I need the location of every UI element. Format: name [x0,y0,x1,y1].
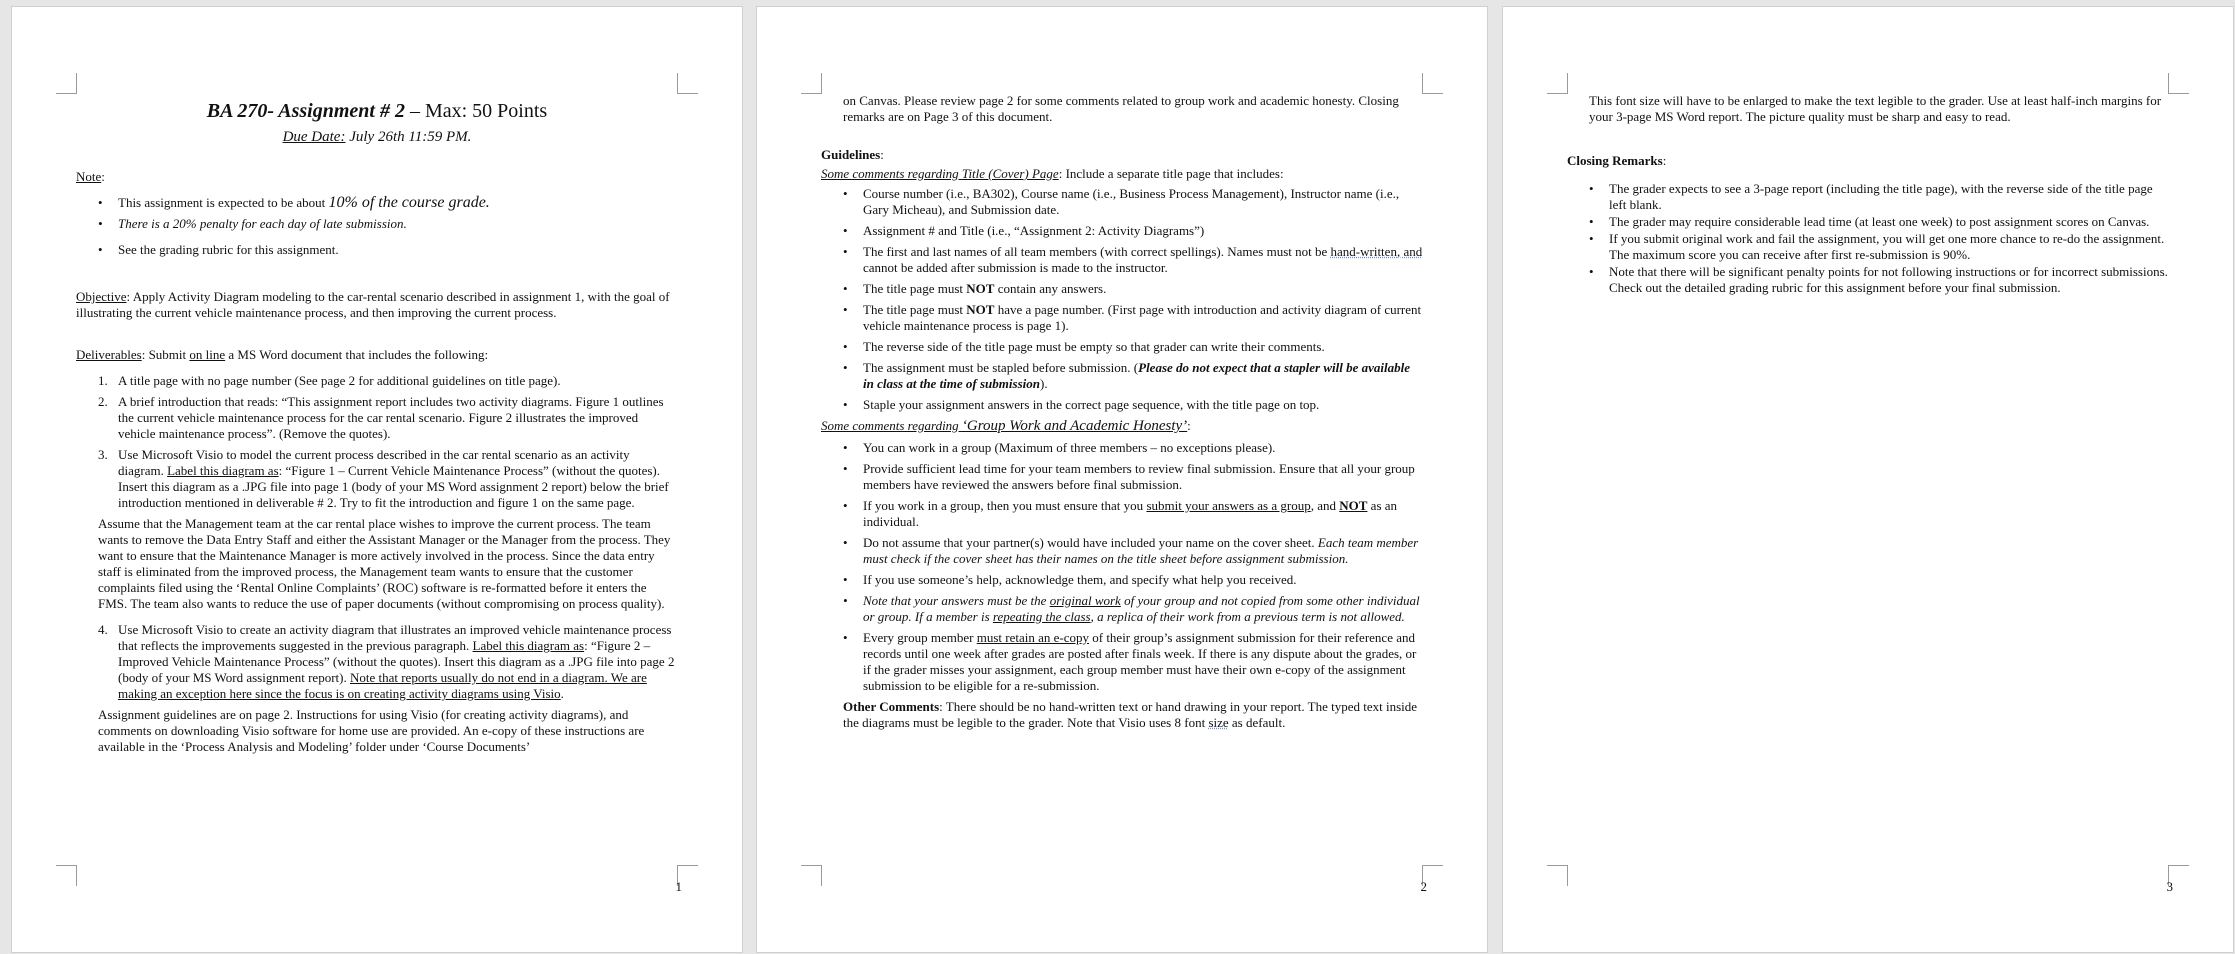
other-comments: Other Comments: There should be no hand-written text or hand drawing in your report. The typed text inside the diagrams must be legible to the grader. Note that Visio uses 8 font size as default. [843,699,1418,730]
document-page-3[interactable] [1503,7,2233,952]
title-page-heading: Some comments regarding Title (Cover) Page: Include a separate title page that includes: [821,166,1284,181]
page-1-body[interactable] [76,99,678,755]
list-item: • The title page must NOT contain any answers. [821,281,1423,297]
margin-mark-bottom-left [1547,865,1568,886]
list-item: • See the grading rubric for this assignment. [76,242,678,258]
list-item: • The assignment must be stapled before submission. (Please do not expect that a stapler will be available in class at the time of submission). [821,360,1423,392]
deliverables-paragraph: Deliverables: Submit on line a MS Word document that includes the following: [76,347,489,362]
list-item: • The first and last names of all team members (with correct spellings). Names must not be hand-written, and cannot be added after submission is made to the instructor. [821,244,1423,276]
assume-paragraph: Assume that the Management team at the car rental place wishes to improve the current process. The team wants to remove the Data Entry Staff and either the Assistant Manager or the Manager from the process. They want to ensure that the Maintenance Manager is more actively involved in the process. Since the data entry staff is eliminated from the improved process, the Management team wants to ensure that the customer complaints filed using the ‘Rental Online Complaints’ (ROC) software is re-formatted before it enters the FMS. The team also wants to reduce the use of paper documents (without compromising on process quality). [98,516,671,611]
list-item: • Every group member must retain an e-copy of their group’s assignment submission for their reference and records until one week after grades are posted after finals week. If there is any dispute about the grades, or if the grader misses your assignment, each group member must have their own e-copy of the assignment submission to be eligible for a re-submission. [821,630,1423,694]
list-item: 3. Use Microsoft Visio to model the current process described in the car rental scenario as an activity diagram. Label this diagram as: “Figure 1 – Current Vehicle Maintenance Process” (without the quotes). Insert this diagram as a .JPG file into page 1 (body of your MS Word assignment 2 report) below the brief introduction mentioned in deliverable # 2. Try to fit the introduction and figure 1 on the same page. [98,447,669,510]
guidelines-heading: Guidelines: [821,147,884,162]
list-item: • You can work in a group (Maximum of three members – no exceptions please). [821,440,1423,456]
margin-mark-top-right [677,73,698,94]
list-item: • Assignment # and Title (i.e., “Assignment 2: Activity Diagrams”) [821,223,1423,239]
guidelines-paragraph: Assignment guidelines are on page 2. Instructions for using Visio (for creating activity diagrams), and comments on downloading Visio software for home use are provided. An e-copy of these instructions are available in the ‘Process Analysis and Modeling’ folder under ‘Course Documents’ [98,707,645,754]
list-item: • This assignment is expected to be about 10% of the course grade. [76,195,678,211]
list-item: • If you work in a group, then you must ensure that you submit your answers as a group, and NOT as an individual. [821,498,1423,530]
continued-paragraph: on Canvas. Please review page 2 for some comments related to group work and academic honesty. Closing remarks are on Page 3 of this document. [843,93,1399,124]
page-number: 3 [2166,879,2173,894]
page-3-body[interactable] [1567,93,2169,297]
margin-mark-top-left [1547,73,1568,94]
continued-paragraph: This font size will have to be enlarged to make the text legible to the grader. Use at least half-inch margins for your 3-page MS Word report. The picture quality must be sharp and easy to read. [1589,93,2162,124]
list-item: • If you use someone’s help, acknowledge them, and specify what help you received. [821,572,1423,588]
due-date: Due Date: July 26th 11:59 PM. [282,129,472,145]
page-2-body[interactable] [821,93,1423,731]
closing-remarks-list [1567,181,2169,296]
list-item: • Note that your answers must be the original work of your group and not copied from some other individual or group. If a member is repeating the class, a replica of their work from a previous term is not allowed. [821,593,1423,625]
document-page-1[interactable] [12,7,742,952]
list-item: • The grader expects to see a 3-page report (including the title page), with the reverse side of the title page left blank. [1567,181,2169,213]
note-list [76,195,678,258]
list-item: 1. A title page with no page number (See page 2 for additional guidelines on title page). [98,373,561,388]
margin-mark-bottom-left [56,865,77,886]
list-item: 2. A brief introduction that reads: “This assignment report includes two activity diagrams. Figure 1 outlines the current vehicle maintenance process for the car rental scenario. Figure 2 illustrates the improved vehicle maintenance process”. (Remove the quotes). [98,394,664,441]
list-item: 4. Use Microsoft Visio to create an activity diagram that illustrates an improved vehicle maintenance process that reflects the improvements suggested in the previous paragraph. Label this diagram as: “Figure 2 – Improved Vehicle Maintenance Process” (without the quotes). Insert this diagram as a .JPG file into page 2 (body of your MS Word assignment report). Note that reports usually do not end in a diagram. We are making an exception here since the focus is on creating activity diagrams using Visio. [98,622,675,701]
list-item: • Staple your assignment answers in the correct page sequence, with the title page on top. [821,397,1423,413]
list-item: • Provide sufficient lead time for your team members to review final submission. Ensure that all your group members have reviewed the answers before final submission. [821,461,1423,493]
list-item: • There is a 20% penalty for each day of late submission. [76,216,678,232]
deliverables-list-continued [76,622,678,702]
list-item: • The grader may require considerable lead time (at least one week) to post assignment scores on Canvas. [1567,214,2169,230]
margin-mark-top-right [1422,73,1443,94]
document-page-2[interactable] [757,7,1487,952]
list-item: • Do not assume that your partner(s) would have included your name on the cover sheet. Each team member must check if the cover sheet has their names on the title sheet before assignment submission. [821,535,1423,567]
document-title: BA 270- Assignment # 2 – Max: 50 Points [206,100,548,122]
margin-mark-top-right [2168,73,2189,94]
list-item: • Note that there will be significant penalty points for not following instructions or for incorrect submissions. Check out the detailed grading rubric for this assignment before your final submission. [1567,264,2169,296]
margin-mark-top-left [56,73,77,94]
title-page-list [821,186,1423,413]
margin-mark-bottom-left [801,865,822,886]
page-number: 2 [1420,879,1427,894]
list-item: • The reverse side of the title page must be empty so that grader can write their comments. [821,339,1423,355]
margin-mark-top-left [801,73,822,94]
note-heading: Note: [76,169,105,184]
list-item: • The title page must NOT have a page number. (First page with introduction and activity diagram of current vehicle maintenance process is page 1). [821,302,1423,334]
deliverables-list [76,373,678,511]
objective-paragraph: Objective: Apply Activity Diagram modeling to the car-rental scenario described in assignment 1, with the goal of illustrating the current vehicle maintenance process, and then improving the current process. [76,289,670,320]
list-item: • Course number (i.e., BA302), Course name (i.e., Business Process Management), Instructor name (i.e., Gary Micheau), and Submission date. [821,186,1423,218]
group-work-list [821,440,1423,694]
list-item: • If you submit original work and fail the assignment, you will get one more chance to re-do the assignment. The maximum score you can receive after first re-submission is 90%. [1567,231,2169,263]
closing-remarks-heading: Closing Remarks: [1567,153,1667,168]
group-work-heading: Some comments regarding ‘Group Work and Academic Honesty’: [821,418,1191,434]
page-number: 1 [675,879,682,894]
